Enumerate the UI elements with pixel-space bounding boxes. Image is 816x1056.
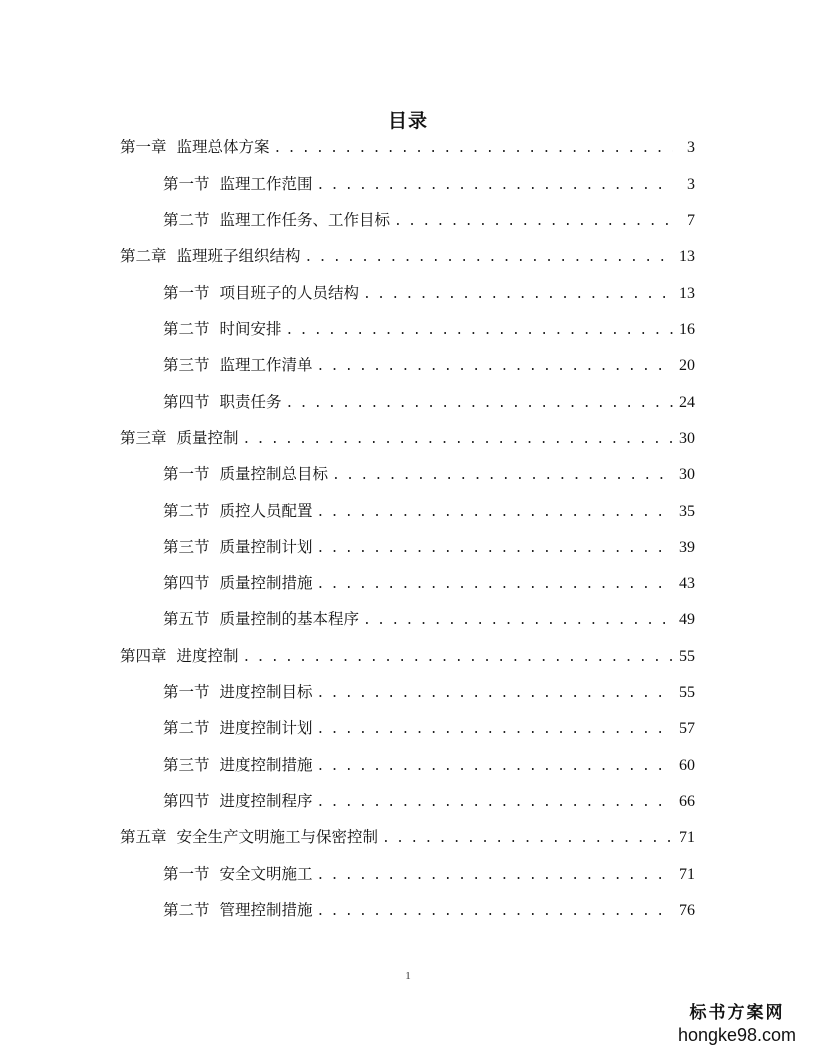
toc-entry-title: 质量控制总目标: [219, 465, 329, 483]
toc-entry-page: 16: [679, 321, 695, 338]
toc-dot-leader: [363, 611, 673, 631]
toc-entry-number: 第四章: [120, 647, 167, 665]
toc-dot-leader: [363, 285, 673, 305]
toc-entry-number: 第四节: [163, 792, 210, 810]
toc-entry-page: 30: [679, 466, 695, 483]
toc-entry-section[interactable]: [163, 464, 695, 484]
toc-dot-leader: [317, 720, 673, 740]
toc-entry-section[interactable]: [163, 755, 695, 775]
toc-dot-leader: [317, 575, 673, 595]
toc-entry-section[interactable]: [163, 864, 695, 884]
toc-dot-leader: [317, 793, 673, 813]
toc-entry-title: 进度控制目标: [219, 683, 313, 701]
toc-entry-page: 60: [679, 757, 695, 774]
toc-entry-section[interactable]: [163, 682, 695, 702]
toc-entry-page: 24: [679, 394, 695, 411]
toc-entry-page: 13: [679, 248, 695, 265]
toc-entry-page: 76: [679, 902, 695, 919]
toc-entry-number: 第二章: [120, 247, 167, 265]
toc-entry-page: 13: [679, 285, 695, 302]
toc-entry-number: 第二节: [163, 719, 210, 737]
toc-dot-leader: [317, 684, 673, 704]
toc-entry-page: 55: [679, 648, 695, 665]
toc-entry-title: 质量控制措施: [219, 574, 313, 592]
toc-dot-leader: [382, 829, 673, 849]
toc-entry-title: 质控人员配置: [219, 502, 313, 520]
toc-entry-page: 3: [687, 139, 695, 156]
toc-entry-page: 3: [687, 176, 695, 193]
toc-entry-title: 安全生产文明施工与保密控制: [176, 828, 379, 846]
toc-entry-page: 55: [679, 684, 695, 701]
toc-dot-leader: [317, 757, 673, 777]
watermark-logo: [672, 998, 802, 1046]
toc-entry-title: 质量控制: [176, 429, 239, 447]
toc-entry-title: 监理班子组织结构: [176, 247, 301, 265]
toc-entry-number: 第五章: [120, 828, 167, 846]
toc-entry-title: 进度控制计划: [219, 719, 313, 737]
toc-entry-section[interactable]: [163, 283, 695, 303]
toc-entry-number: 第四节: [163, 393, 210, 411]
toc-entry-number: 第一章: [120, 138, 167, 156]
toc-entry-title: 监理总体方案: [176, 138, 270, 156]
toc-entry-title: 监理工作清单: [219, 356, 313, 374]
toc-entry-number: 第二节: [163, 320, 210, 338]
toc-entry-section[interactable]: [163, 392, 695, 412]
toc-entry-title: 监理工作范围: [219, 175, 313, 193]
toc-dot-leader: [332, 466, 673, 486]
toc-entry-page: 20: [679, 357, 695, 374]
toc-entry-title: 监理工作任务、工作目标: [219, 211, 391, 229]
toc-entry-number: 第三节: [163, 538, 210, 556]
toc-dot-leader: [317, 357, 673, 377]
toc-entry-section[interactable]: [163, 537, 695, 557]
toc-entry-page: 43: [679, 575, 695, 592]
toc-dot-leader: [317, 539, 673, 559]
toc-entry-section[interactable]: [163, 319, 695, 339]
toc-dot-leader: [305, 248, 673, 268]
toc-entry-section[interactable]: [163, 501, 695, 521]
toc-entry-section[interactable]: [163, 609, 695, 629]
toc-entry-number: 第三节: [163, 356, 210, 374]
watermark-url: hongke98.com: [677, 1025, 797, 1045]
toc-entry-title: 质量控制的基本程序: [219, 610, 360, 628]
toc-entry-section[interactable]: [163, 355, 695, 375]
toc-entry-page: 49: [679, 611, 695, 628]
toc-entry-title: 进度控制程序: [219, 792, 313, 810]
toc-dot-leader: [317, 866, 673, 886]
toc-entry-number: 第三节: [163, 756, 210, 774]
toc-entry-number: 第五节: [163, 610, 210, 628]
toc-entry-title: 安全文明施工: [219, 865, 313, 883]
toc-entry-section[interactable]: [163, 210, 695, 230]
page-title: 目录: [387, 110, 428, 132]
toc-dot-leader: [286, 321, 673, 341]
toc-entry-page: 71: [679, 866, 695, 883]
toc-entry-title: 进度控制措施: [219, 756, 313, 774]
toc-entry-title: 进度控制: [176, 647, 239, 665]
toc-entry-section[interactable]: [163, 791, 695, 811]
toc-entry-page: 39: [679, 539, 695, 556]
toc-entry-title: 管理控制措施: [219, 901, 313, 919]
toc-dot-leader: [243, 648, 673, 668]
toc-entry-title: 质量控制计划: [219, 538, 313, 556]
toc-dot-leader: [317, 503, 673, 523]
toc-entry-title: 职责任务: [219, 393, 282, 411]
toc-entry-title: 时间安排: [219, 320, 282, 338]
toc-entry-section[interactable]: [163, 718, 695, 738]
toc-entry-page: 71: [679, 829, 695, 846]
toc-entry-number: 第二节: [163, 901, 210, 919]
toc-entry-number: 第一节: [163, 175, 210, 193]
toc-entry-page: 57: [679, 720, 695, 737]
toc-entry-number: 第一节: [163, 284, 210, 302]
toc-dot-leader: [317, 176, 673, 196]
toc-dot-leader: [274, 139, 673, 159]
toc-dot-leader: [317, 902, 673, 922]
toc-dot-leader: [394, 212, 673, 232]
toc-dot-leader: [286, 394, 673, 414]
page-number: 1: [405, 970, 411, 982]
watermark-site-name: 标书方案网: [689, 1003, 785, 1023]
toc-entry-section[interactable]: [163, 900, 695, 920]
toc-entry-title: 项目班子的人员结构: [219, 284, 360, 302]
toc-entry-number: 第三章: [120, 429, 167, 447]
toc-entry-page: 7: [687, 212, 695, 229]
toc-entry-number: 第四节: [163, 574, 210, 592]
toc-entry-chapter[interactable]: [120, 246, 695, 266]
toc-entry-number: 第二节: [163, 502, 210, 520]
toc-entry-number: 第一节: [163, 683, 210, 701]
toc-entry-page: 30: [679, 430, 695, 447]
toc-entry-number: 第一节: [163, 465, 210, 483]
toc-entry-page: 35: [679, 503, 695, 520]
toc-entry-chapter[interactable]: [120, 428, 695, 448]
toc-entry-chapter[interactable]: [120, 646, 695, 666]
toc-entry-section[interactable]: [163, 174, 695, 194]
toc-entry-chapter[interactable]: [120, 827, 695, 847]
toc-entry-number: 第一节: [163, 865, 210, 883]
toc-dot-leader: [243, 430, 673, 450]
toc-entry-page: 66: [679, 793, 695, 810]
toc-entry-chapter[interactable]: [120, 137, 695, 157]
toc-entry-section[interactable]: [163, 573, 695, 593]
toc-entry-number: 第二节: [163, 211, 210, 229]
